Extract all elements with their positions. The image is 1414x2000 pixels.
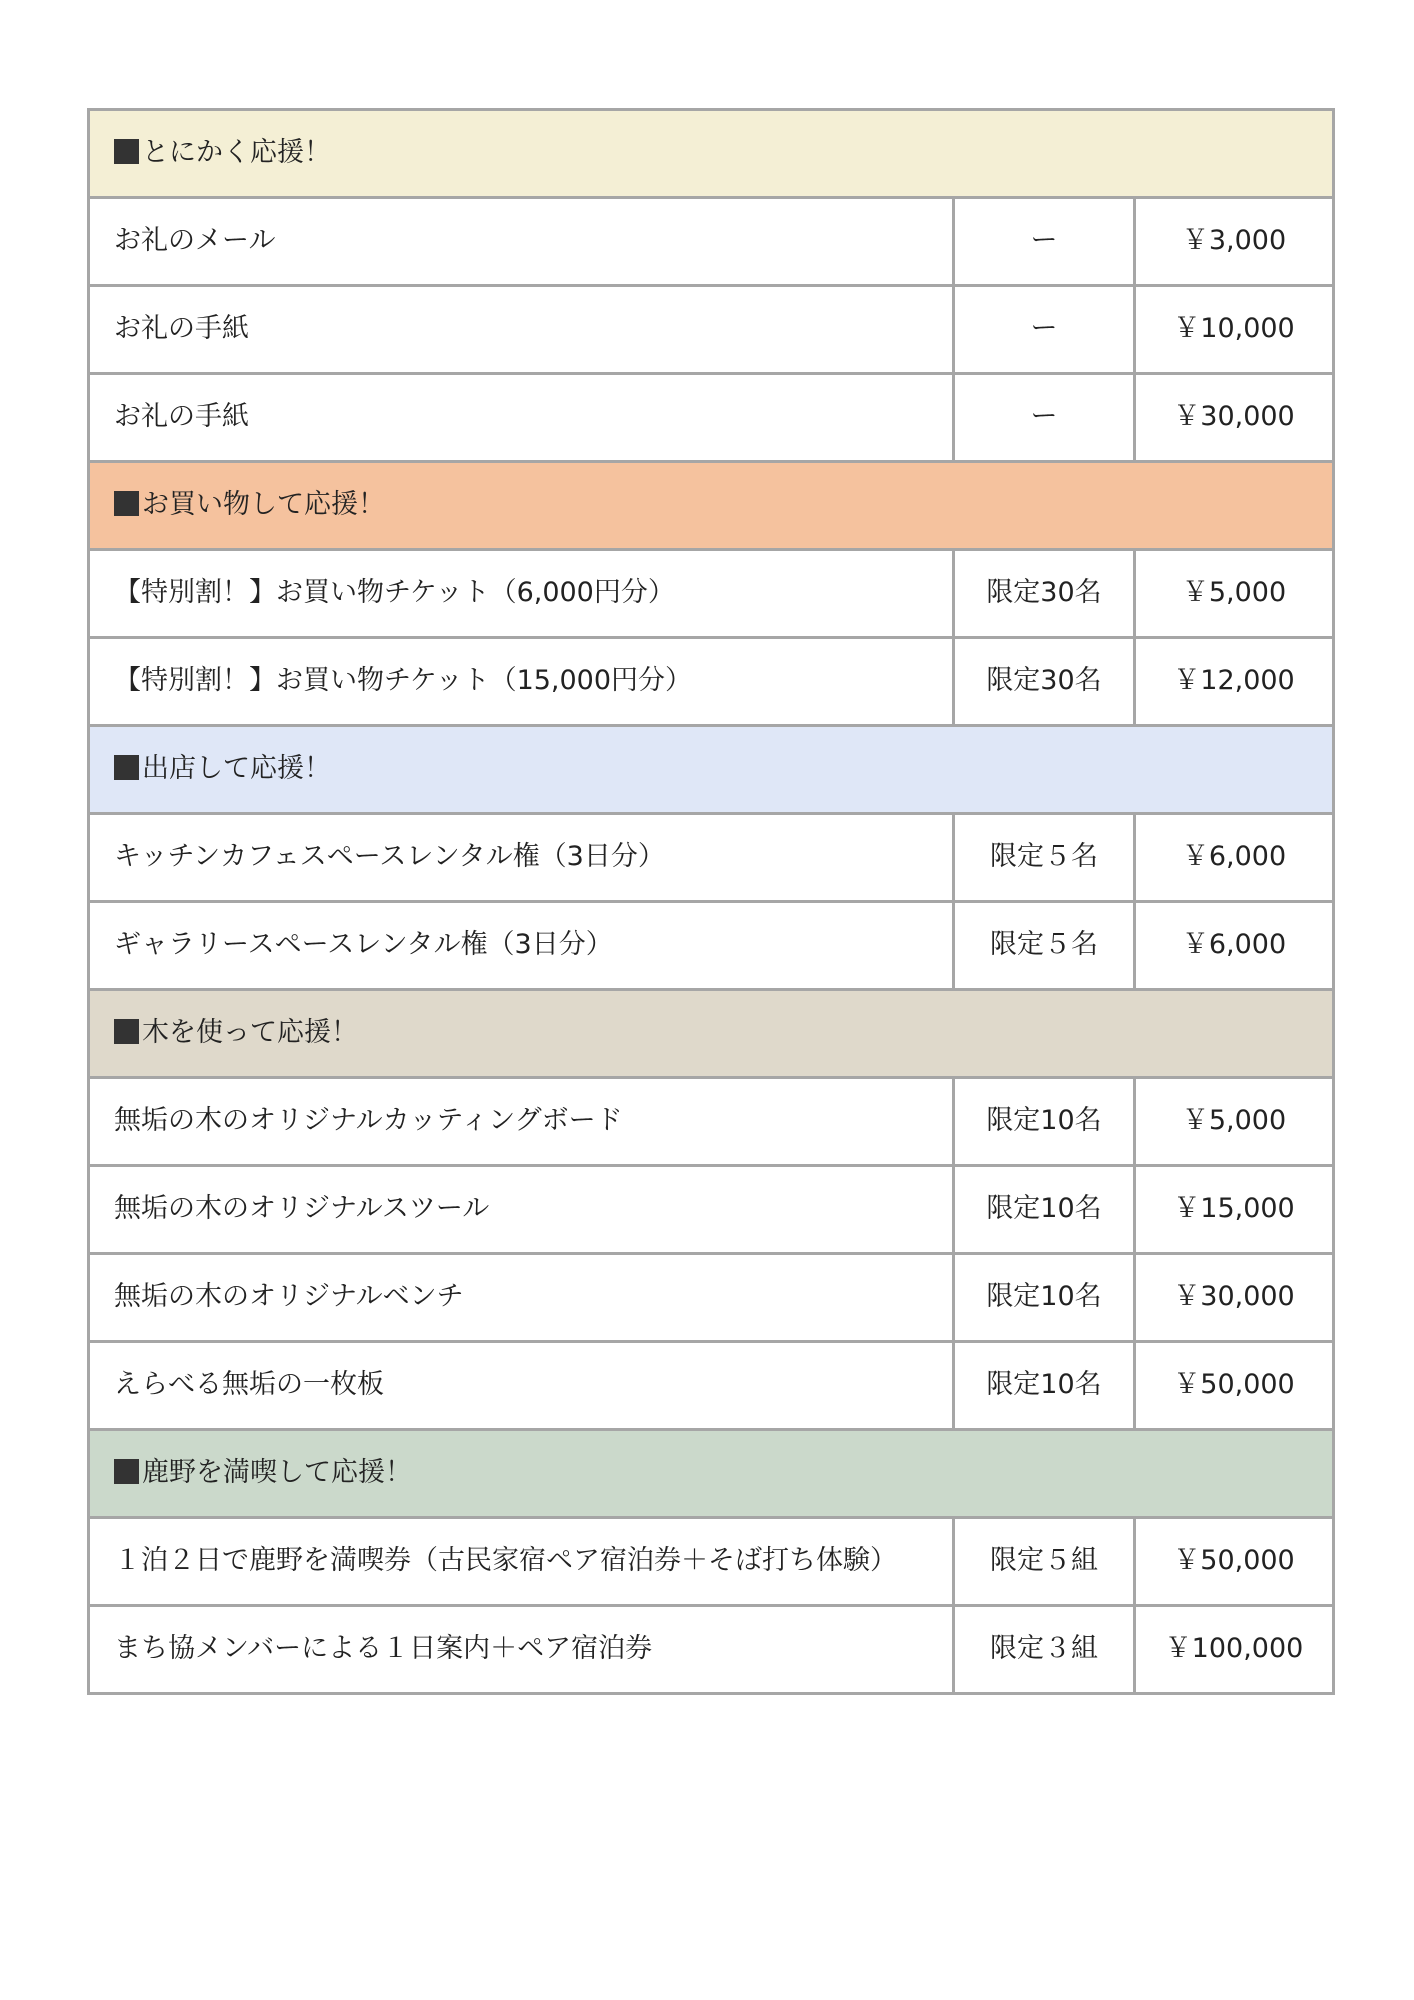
reward-row — [89, 814, 1334, 902]
section-header-row — [89, 726, 1334, 814]
reward-price: ￥6,000 — [1135, 902, 1334, 990]
rewards-table-body — [89, 110, 1334, 1694]
reward-price: ￥6,000 — [1135, 814, 1334, 902]
reward-price: ￥15,000 — [1135, 1166, 1334, 1254]
reward-limit: 限定30名 — [954, 638, 1135, 726]
section-header-row — [89, 1430, 1334, 1518]
reward-row — [89, 198, 1334, 286]
reward-name: ギャラリースペースレンタル権（3日分） — [89, 902, 954, 990]
reward-row — [89, 1518, 1334, 1606]
reward-limit: ー — [954, 286, 1135, 374]
reward-limit: 限定５名 — [954, 902, 1135, 990]
reward-limit: ー — [954, 374, 1135, 462]
section-title: お買い物して応援！ — [142, 489, 385, 521]
black-square-icon — [114, 755, 139, 780]
reward-price: ￥5,000 — [1135, 1078, 1334, 1166]
rewards-table — [87, 108, 1335, 1695]
reward-name: １泊２日で鹿野を満喫券（古民家宿ペア宿泊券＋そば打ち体験） — [89, 1518, 954, 1606]
reward-price: ￥30,000 — [1135, 374, 1334, 462]
section-header-row — [89, 990, 1334, 1078]
reward-limit: ー — [954, 198, 1135, 286]
reward-row — [89, 1606, 1334, 1694]
reward-name: お礼の手紙 — [89, 286, 954, 374]
reward-name: 無垢の木のオリジナルカッティングボード — [89, 1078, 954, 1166]
reward-name: 【特別割！】お買い物チケット（6,000円分） — [89, 550, 954, 638]
section-header — [89, 990, 1334, 1078]
section-title: 出店して応援！ — [142, 753, 331, 785]
section-header — [89, 462, 1334, 550]
reward-price: ￥12,000 — [1135, 638, 1334, 726]
reward-name: まち協メンバーによる１日案内＋ペア宿泊券 — [89, 1606, 954, 1694]
reward-limit: 限定５名 — [954, 814, 1135, 902]
reward-price: ￥30,000 — [1135, 1254, 1334, 1342]
section-header-row — [89, 110, 1334, 198]
reward-limit: 限定３組 — [954, 1606, 1135, 1694]
reward-price: ￥10,000 — [1135, 286, 1334, 374]
reward-row — [89, 1166, 1334, 1254]
reward-name: キッチンカフェスペースレンタル権（3日分） — [89, 814, 954, 902]
reward-name: お礼の手紙 — [89, 374, 954, 462]
black-square-icon — [114, 139, 139, 164]
reward-limit: 限定10名 — [954, 1166, 1135, 1254]
reward-row — [89, 374, 1334, 462]
reward-row — [89, 1254, 1334, 1342]
reward-name: 無垢の木のオリジナルスツール — [89, 1166, 954, 1254]
reward-price: ￥3,000 — [1135, 198, 1334, 286]
black-square-icon — [114, 1459, 139, 1484]
reward-price: ￥5,000 — [1135, 550, 1334, 638]
section-title: 木を使って応援！ — [142, 1017, 358, 1049]
reward-name: えらべる無垢の一枚板 — [89, 1342, 954, 1430]
reward-limit: 限定10名 — [954, 1078, 1135, 1166]
reward-limit: 限定10名 — [954, 1342, 1135, 1430]
reward-limit: 限定10名 — [954, 1254, 1135, 1342]
reward-price: ￥50,000 — [1135, 1342, 1334, 1430]
reward-limit: 限定30名 — [954, 550, 1135, 638]
reward-name: お礼のメール — [89, 198, 954, 286]
section-header — [89, 1430, 1334, 1518]
reward-name: 【特別割！】お買い物チケット（15,000円分） — [89, 638, 954, 726]
reward-row — [89, 550, 1334, 638]
section-header — [89, 110, 1334, 198]
reward-price: ￥100,000 — [1135, 1606, 1334, 1694]
black-square-icon — [114, 491, 139, 516]
reward-name: 無垢の木のオリジナルベンチ — [89, 1254, 954, 1342]
reward-row — [89, 1342, 1334, 1430]
reward-price: ￥50,000 — [1135, 1518, 1334, 1606]
reward-row — [89, 902, 1334, 990]
black-square-icon — [114, 1019, 139, 1044]
reward-limit: 限定５組 — [954, 1518, 1135, 1606]
section-header-row — [89, 462, 1334, 550]
section-header — [89, 726, 1334, 814]
section-title: とにかく応援！ — [142, 137, 331, 169]
section-title: 鹿野を満喫して応援！ — [142, 1457, 412, 1489]
reward-row — [89, 286, 1334, 374]
reward-row — [89, 638, 1334, 726]
reward-row — [89, 1078, 1334, 1166]
